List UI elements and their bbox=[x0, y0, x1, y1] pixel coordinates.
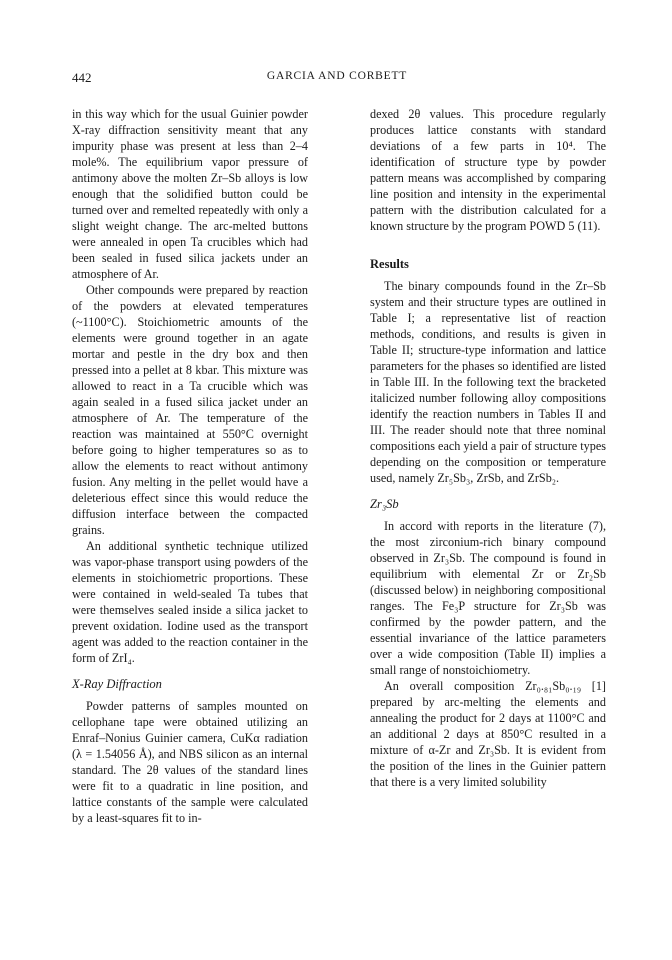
right-column bbox=[370, 106, 606, 790]
running-head: GARCIA AND CORBETT bbox=[266, 70, 408, 82]
paragraph-vapor-transport: An additional synthetic technique utilized was vapor-phase transport using powders of the elements in stoichiometric proportions. These were contained in weld-sealed Ta tubes that were themselves sealed inside a silica jacket to prevent oxidation. Iodine used as the transport agent was added to the reaction container in the form of ZrI₄. bbox=[72, 539, 308, 665]
page-header bbox=[72, 70, 602, 88]
heading-results: Results bbox=[370, 257, 409, 271]
paragraph-zr3sb-composition: An overall composition Zr₀.₈₁Sb₀.₁₉ [1] prepared by arc-melting the elements and annealing the product for 2 days at 1100°C and an additional 2 days at 850°C resulted in a mixture of α-Zr and Zr₃Sb. It is evident from the position of the lines in the Guinier pattern that there is a very limited solubility bbox=[370, 679, 606, 789]
paragraph-zr3sb-literature: In accord with reports in the literature (7), the most zirconium-rich binary compound observed in Zr₃Sb. The compound is found in equilibrium with elemental Zr or Zr₂Sb (discussed below) in neighboring compositional ranges. The Fe₃P structure for Zr₃Sb was confirmed by the powder pattern, and the essential invariance of the lattice parameters over a wide composition (Table II) implies a small range of nonstoichiometry. bbox=[370, 519, 606, 677]
paragraph-powder-reaction: Other compounds were prepared by reaction of the powders at elevated temperatures (~1100°C). Stoichiometric amounts of the elements were ground together in an agate mortar and pestle in the dry box and then pressed into a pellet at 8 kbar. This mixture was allowed to react in a Ta crucible which was again sealed in a fused silica jacket under an atmosphere of Ar. The temperature of the reaction was maintained at 550°C overnight before going to higher temperatures so as to allow the elements to react without antimony fusion. Any melting in the pellet would have a deleterious effect since this would reduce the diffusion interface between the compacted grains. bbox=[72, 283, 308, 537]
heading-xray-diffraction: X-Ray Diffraction bbox=[72, 677, 162, 691]
paragraph-indexed-values: dexed 2θ values. This procedure regularly produces lattice constants with standard deviations of a few parts in 10⁴. The identification of structure type by powder pattern means was accomplished by comparing line position and intensity in the experimental pattern with the distribution calculated for a known structure by the program POWD 5 (11). bbox=[370, 107, 606, 233]
page-number: 442 bbox=[72, 70, 92, 85]
left-column bbox=[72, 106, 308, 826]
paragraph-binary-compounds: The binary compounds found in the Zr–Sb system and their structure types are outlined in Table I; a representative list of reaction methods, conditions, and results is given in Table II; structure-type information and lattice parameters for the phases so identified are listed in Table III. In the following text the bracketed italicized number following alloy compositions identify the reaction numbers in Tables II and III. The reader should note that three nominal compositions each yield a pair of structure types depending on the composition or temperature used, namely Zr₅Sb₃, ZrSb, and ZrSb₂. bbox=[370, 279, 606, 485]
heading-zr3sb: Zr₃Sb bbox=[370, 497, 399, 511]
paragraph-powder-patterns: Powder patterns of samples mounted on cellophane tape were obtained utilizing an Enraf–Nonius Guinier camera, CuKα radiation (λ = 1.54056 Å), and NBS silicon as an internal standard. The 2θ values of the standard lines were fit to a quadratic in line position, and lattice constants of the sample were calculated by a least-squares fit to in- bbox=[72, 699, 308, 825]
paragraph-arc-melting: in this way which for the usual Guinier powder X-ray diffraction sensitivity meant that any impurity phase was present at less than 2–4 mole%. The equilibrium vapor pressure of antimony above the molten Zr–Sb alloys is low enough that the solidified button could be turned over and remelted repeatedly with only a slight weight change. The arc-melted buttons were annealed in open Ta crucibles which had been sealed in fused silica jackets under an atmosphere of Ar. bbox=[72, 107, 308, 281]
